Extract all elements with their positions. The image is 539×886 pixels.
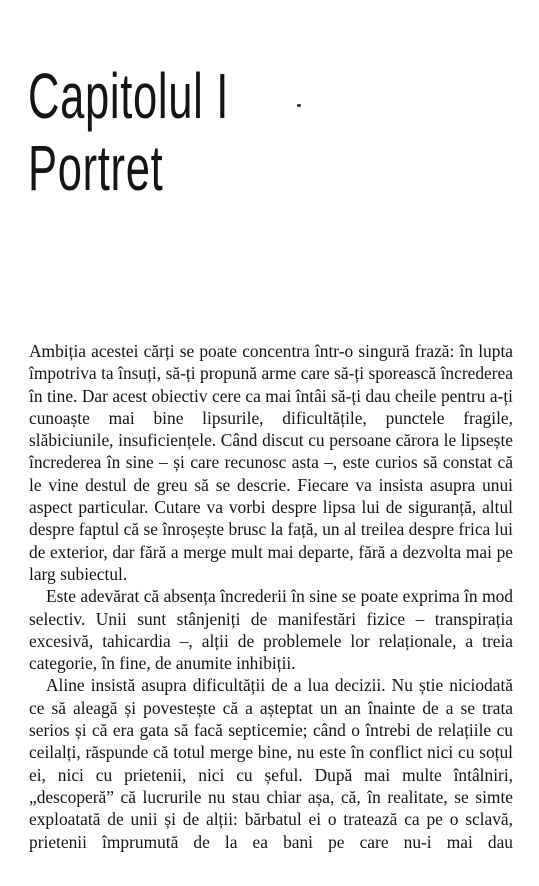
paragraph-2: Este adevărat că absența încrederii în sine se poate exprima în mod selectiv. Unii sunt stânjeniți de manifestări fizice – transpirația excesivă, tahicardia –, alții de problemele lor relaționale, a treia categorie, în fine, de anumite inhibiții. bbox=[29, 586, 513, 674]
chapter-number: Capitolul I bbox=[28, 60, 230, 132]
paragraph-3: Aline insistă asupra dificultății de a lua decizii. Nu știe niciodată ce să aleagă și povestește că a așteptat un an înainte de a se trata serios și că era gata să facă septicemie; când o întrebi de relațiile cu ceilalți, răspunde că totul merge bine, nu este în conflict nici cu soțul ei, nici cu prietenii, nici cu șeful. După mai multe întâlniri, „descoperă” că lucrurile nu stau chiar așa, că, în realitate, se simte exploatată de unii și de alții: bărbatul ei o tratează ca pe o sclavă, prietenii împrumută de la ea bani pe care nu-i mai dau bbox=[29, 675, 513, 852]
paragraph-1: Ambiția acestei cărți se poate concentra într-o singură frază: în lupta împotriva ta însuți, să-ți propună arme care să-ți sporească încrederea în tine. Dar acest obiectiv cere ca mai întâi să-ți dau cheile pentru a-ți cunoaște mai bine lipsurile, dificultățile, punctele fragile, slăbiciunile, insuficiențele. Când discut cu persoane cărora le lipsește încrederea în sine – și care recunosc asta –, este curios să constat că le vine destul de greu să se descrie. Fiecare va insista asupra unui aspect particular. Cutare va vorbi despre lipsa lui de siguranță, altul despre faptul că se înroșește brusc la față, un al treilea despre frica lui de exterior, dar fără a merge mult mai departe, fără a dezvolta mai pe larg subiectul. bbox=[29, 341, 513, 584]
chapter-heading bbox=[28, 60, 229, 204]
print-speck bbox=[297, 104, 301, 107]
chapter-title: Portret bbox=[28, 132, 164, 204]
body-text bbox=[29, 340, 513, 853]
